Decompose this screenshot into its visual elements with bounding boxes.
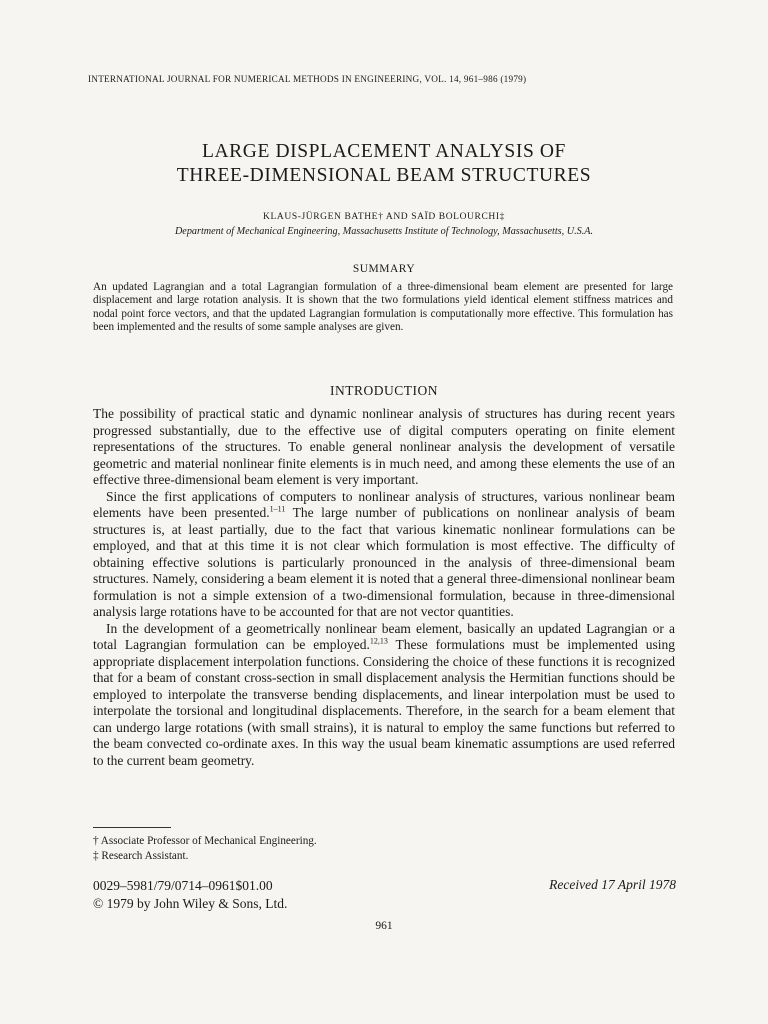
title-line-2: THREE-DIMENSIONAL BEAM STRUCTURES	[176, 165, 592, 186]
citation-1-11: 1–11	[269, 504, 286, 514]
intro-p3-text-b: These formulations must be implemented using appropriate displacement interpolation functions. Considering the choice of these functions it is recognized that for a beam of constant cross-section in small displacement analysis the Hermitian functions should be employed to interpolate the transverse bending displacements, and linear interpolation must be used to interpolate the torsional and longitudinal displacements. Therefore, in the search for a beam element that can undergo large rotations (with small strains), it is natural to employ the same functions but referred to the beam convected co-ordinate axes. In this way the usual beam kinematic assumptions are used referred to the current beam geometry.	[93, 637, 675, 768]
copyright-line: © 1979 by John Wiley & Sons, Ltd.	[93, 895, 288, 911]
footnotes	[93, 834, 493, 863]
summary-heading: SUMMARY	[352, 263, 416, 275]
affiliation: Department of Mechanical Engineering, Massachusetts Institute of Technology, Massachusetts, U.S.A.	[174, 226, 594, 237]
publication-codes	[93, 877, 413, 912]
intro-p2-text-a: Since the first applications of computers to nonlinear analysis of structures, various nonlinear beam elements have been presented.	[93, 488, 675, 520]
intro-paragraph-2	[93, 489, 675, 621]
introduction-body	[93, 406, 675, 769]
title-line-1: LARGE DISPLACEMENT ANALYSIS OF	[201, 141, 566, 162]
introduction-heading: INTRODUCTION	[330, 383, 438, 398]
summary-text: An updated Lagrangian and a total Lagrangian formulation of a three-dimensional beam element are presented for large displacement and large rotation analysis. It is shown that the two formulations yield identical element stiffness matrices and nodal point force vectors, and that the updated Lagrangian formulation is computationally more effective. This formulation has been implemented and the results of some sample analyses are given.	[93, 281, 673, 334]
footnote-divider	[93, 827, 171, 828]
intro-paragraph-1: The possibility of practical static and dynamic nonlinear analysis of structures has during recent years progressed substantially, due to the effective use of digital computers operating on finite element representations of the structures. To enable general nonlinear analysis the development of versatile geometric and material nonlinear finite elements is in much need, and among these elements the use of an effective three-dimensional beam element is very important.	[93, 406, 675, 487]
page-number: 961	[375, 920, 393, 932]
citation-12-13: 12,13	[369, 636, 388, 646]
issn-code: 0029–5981/79/0714–0961$01.00	[93, 878, 273, 893]
paper-title	[0, 140, 768, 188]
intro-paragraph-3	[93, 621, 675, 770]
journal-header: INTERNATIONAL JOURNAL FOR NUMERICAL METHODS IN ENGINEERING, VOL. 14, 961–986 (1979)	[88, 74, 527, 84]
author-list: KLAUS-JÜRGEN BATHE† AND SAÏD BOLOURCHI‡	[263, 212, 505, 222]
intro-p2-text-b: The large number of publications on nonlinear analysis of beam structures is, at least partially, due to the fact that various kinematic nonlinear formulations can be employed, and that at this time it is not clear which formulation is most effective. The difficulty of obtaining effective solutions is particularly pronounced in the analysis of three-dimensional beam structures. Namely, considering a beam element it is noted that a general three-dimensional nonlinear beam formulation is not a simple extension of a two-dimensional formulation, because in three-dimensional analysis large rotations have to be accounted for that are not vector quantities.	[93, 505, 675, 619]
received-date: Received 17 April 1978	[549, 877, 676, 892]
intro-p3-text-a: In the development of a geometrically nonlinear beam element, basically an updated Lagrangian or a total Lagrangian formulation can be employed.	[93, 620, 675, 652]
footnote-dagger: † Associate Professor of Mechanical Engineering.	[93, 835, 317, 847]
footnote-double-dagger: ‡ Research Assistant.	[93, 849, 189, 862]
